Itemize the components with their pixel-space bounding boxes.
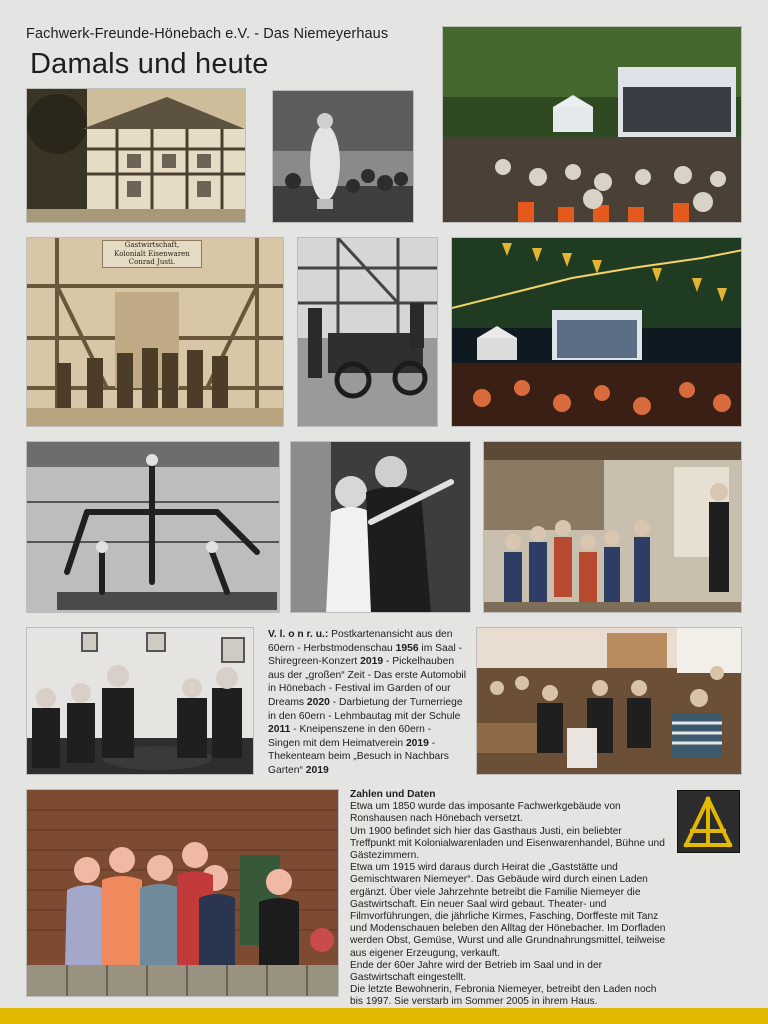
caption-part-5: - Kneipenszene in den 60ern - Singen mit dem Heimatverein — [268, 724, 432, 749]
photo-kneipenszene — [26, 627, 254, 775]
photo-thekenteam — [26, 789, 339, 997]
festival-image — [452, 238, 742, 427]
caption-year-4: 2011 — [268, 724, 291, 736]
singen-image — [477, 628, 742, 775]
caption-part-3: - Pickelhauben aus der „großen“ Zeit - Das erste Automobil in Hönebach - Festival im Garden of our Dreams — [268, 656, 467, 708]
facts-paragraph-last-resident: Die letzte Bewohnerin, Febronia Niemeyer, betreibt den Laden noch bis 1997. Sie verstarb im Sommer 2005 in ihrem Haus. — [350, 984, 657, 1008]
photo-dancing — [290, 441, 471, 613]
kneipenszene-image — [27, 628, 254, 775]
caption-year-3: 2020 — [306, 696, 330, 708]
concert-image — [443, 27, 742, 223]
fachwerk-a-logo-icon — [677, 790, 740, 853]
fashion-show-image — [273, 91, 414, 223]
lehmbautag-image — [484, 442, 742, 613]
automobile-image — [298, 238, 438, 427]
caption-part-4: - Darbietung der Turnerriege in den 60ern - Lehmbautag mit der Schule — [268, 696, 463, 722]
facts-paragraph-60er: Ende der 60er Jahre wird der Betrieb im Saal und in der Gastwirtschaft eingestellt. — [350, 959, 602, 984]
photo-postcard-house — [26, 88, 246, 223]
photo-automobile — [297, 237, 438, 427]
photo-concert — [442, 26, 742, 223]
gymnasts-image — [27, 442, 280, 613]
facts-title: Zahlen und Daten — [350, 789, 436, 800]
caption-year-6: 2019 — [305, 764, 329, 776]
dancing-image — [291, 442, 471, 613]
photo-singen — [476, 627, 742, 775]
caption-part-1: Postkartenansicht aus den 60ern - Herbstmodenschau — [268, 629, 453, 654]
sign-line-1: Gastwirtschaft, — [124, 241, 180, 249]
thekenteam-image — [27, 790, 339, 997]
header-subtitle: Fachwerk-Freunde-Hönebach e.V. - Das Niemeyerhaus — [26, 26, 389, 42]
sign-line-2: Kolonialt Eisenwaren — [114, 249, 190, 258]
photo-gymnasts — [26, 441, 280, 613]
caption-part-6: - Thekenteam beim „Besuch in Nachbars Garten“ — [268, 737, 449, 776]
caption-year-5: 2019 — [405, 737, 429, 749]
photo-lehmbautag — [483, 441, 742, 613]
caption-year-2: 2019 — [360, 656, 384, 668]
facts-section — [350, 789, 668, 1009]
caption-lead: V. l. o n r. u.: — [268, 629, 329, 640]
photo-caption — [268, 628, 466, 778]
photo-festival — [451, 237, 742, 427]
photo-pickelhauben — [26, 237, 284, 427]
caption-part-2: im Saal - Shiregreen-Konzert — [268, 642, 463, 668]
sign-line-3: Conrad Justi. — [128, 258, 176, 266]
bottom-accent-bar — [0, 1008, 768, 1024]
facts-paragraph-1850: Etwa um 1850 wurde das imposante Fachwerkgebäude von Ronshausen nach Hönebach versetzt. — [350, 801, 621, 825]
caption-year-1: 1956 — [395, 642, 419, 654]
facts-paragraph-1915: Etwa um 1915 wird daraus durch Heirat die „Gaststätte und Gemischtwaren Niemeyer“. Das Gebäude wird durch einen Laden ergänzt. Über viele Jahrzehnte betreibt die Familie Niemeyer die Gastwirtschaft. Ein neuer Saal wird gebaut. Theater- und Filmvorführungen, die jährliche Kirmes, Fasching, Dorffeste mit Tanz und Modenschauen beleben den Alltag der Hönebacher. Im Dorfladen werden Obst, Gemüse, Wurst und alle Grundnahrungsmittel, teilweise aus eigener Erzeugung, verkauft. — [350, 862, 666, 959]
postcard-house-image — [27, 89, 246, 223]
photo-fashion-show — [272, 90, 414, 223]
page-title: Damals und heute — [30, 48, 269, 80]
facts-paragraph-1900: Um 1900 befindet sich hier das Gasthaus Justi, ein beliebter Treffpunkt mit Kolonialwarenladen und Eisenwarenhandel, Bühne und Gästezimmern. — [350, 825, 665, 862]
